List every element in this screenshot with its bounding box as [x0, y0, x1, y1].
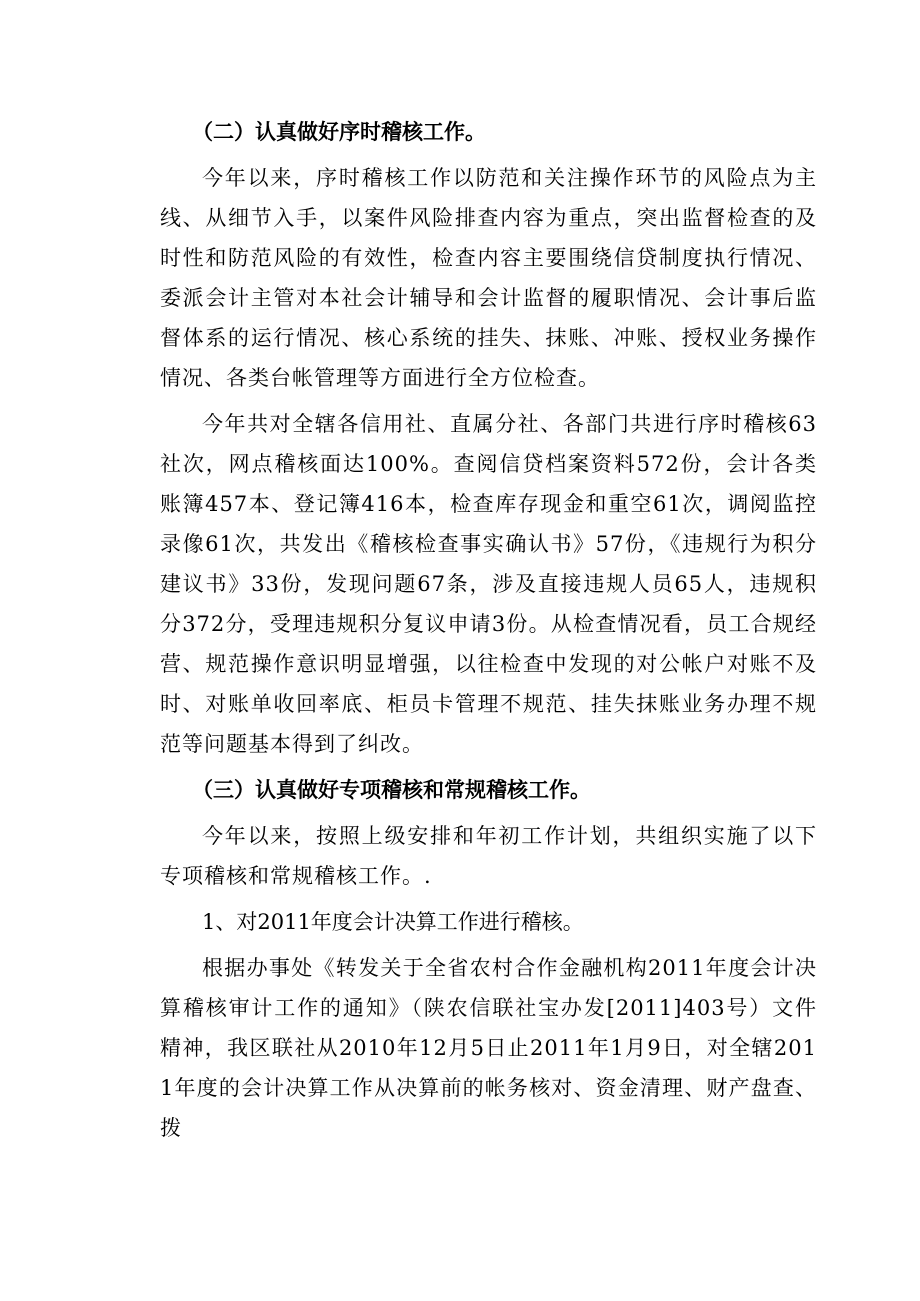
- section-2-heading: （二）认真做好序时稽核工作。: [192, 119, 486, 144]
- section-3-intro: 今年以来，按照上级安排和年初工作计划，共组织实施了以下专项稽核和常规稽核工作。.: [160, 824, 817, 888]
- section-2-paragraph-2: 今年共对全辖各信用社、直属分社、各部门共进行序时稽核63社次，网点稽核面达100%。查阅信贷档案资料572份，会计各类账簿457本、登记簿416本，检查库存现金和重空61次，调阅监控录像61次，共发出《稽核检查事实确认书》57份，《违规行为积分建议书》33份，发现问题67条，涉及直接违规人员65人，违规积分372分，受理违规积分复议申请3份。从检查情况看，员工合规经营、规范操作意识明显增强，以往检查中发现的对公帐户对账不及时、对账单收回率底、柜员卡管理不规范、挂失抹账业务办理不规范等问题基本得到了纠改。: [160, 412, 817, 756]
- section-3-item-1-body: 根据办事处《转发关于全省农村合作金融机构2011年度会计决算稽核审计工作的通知》（陕农信联社宝办发[2011]403号）文件精神，我区联社从2010年12月5日止2011年1月9日，对全辖2011年度的会计决算工作从决算前的帐务核对、资金清理、财产盘查、拨: [160, 956, 817, 1140]
- section-2-paragraph-1: 今年以来，序时稽核工作以防范和关注操作环节的风险点为主线、从细节入手，以案件风险排查内容为重点，突出监督检查的及时性和防范风险的有效性，检查内容主要围绕信贷制度执行情况、委派会计主管对本社会计辅导和会计监督的履职情况、会计事后监督体系的运行情况、核心系统的挂失、抹账、冲账、授权业务操作情况、各类台帐管理等方面进行全方位检查。: [160, 166, 817, 390]
- section-3-heading: （三）认真做好专项稽核和常规稽核工作。: [192, 777, 591, 802]
- section-3-item-1-title: 1、对2011年度会计决算工作进行稽核。: [202, 910, 584, 934]
- document-body: [160, 112, 817, 1148]
